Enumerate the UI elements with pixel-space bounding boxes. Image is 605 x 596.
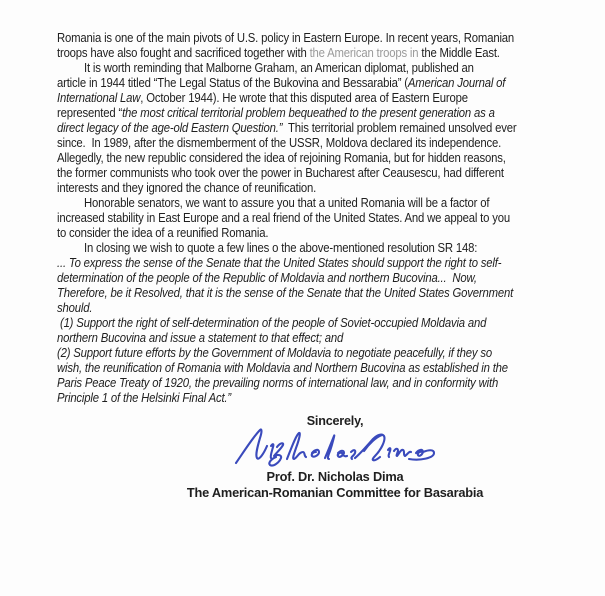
letter-line (57, 121, 516, 136)
letter-line (57, 316, 516, 331)
letter-text-run: the former communists who took over the power in Bucharest after Ceausescu, had different (57, 166, 504, 180)
letter-line (57, 241, 516, 256)
letter-text-run: article in 1944 titled “The Legal Status of the Bukovina and Bessarabia” ( (57, 76, 408, 90)
letter-line (57, 376, 516, 391)
letter-text-run: Allegedly, the new republic considered the idea of rejoining Romania, but for hidden reasons, (57, 151, 506, 165)
letter-line (57, 151, 516, 166)
letter-text-run: represented “ (57, 106, 123, 120)
letter-text-run: since. In 1989, after the dismemberment of the USSR, Moldova declared its independence. (57, 136, 502, 150)
letter-text-run: should. (57, 301, 93, 315)
letter-line (57, 361, 516, 376)
letter-text-run: to consider the idea of a reunified Romania. (57, 226, 269, 240)
letter-line (57, 391, 516, 406)
letter-body (57, 31, 516, 406)
letter-line (57, 346, 516, 361)
letter-line (57, 211, 516, 226)
letter-text-run: interests and they ignored the chance of reunification. (57, 181, 317, 195)
letter-text-run: determination of the people of the Republic of Moldavia and northern Bucovina... Now, (57, 271, 477, 285)
letter-text-run: American Journal of (407, 76, 506, 90)
letter-text-run: This territorial problem remained unsolved ever (282, 121, 517, 135)
letter-text-run: the Middle East. (418, 46, 500, 60)
letter-text-run: In closing we wish to quote a few lines o the above-mentioned resolution SR 148: (84, 241, 478, 255)
letter-text-run: the American troops in (309, 46, 419, 60)
letter-text-run: northern Bucovina and issue a statement to that effect; and (57, 331, 344, 345)
letter-line (57, 31, 516, 46)
letter-text-run: the most critical territorial problem bequeathed to the present generation as a (122, 106, 495, 120)
signer-name: Prof. Dr. Nicholas Dima (266, 469, 404, 484)
letter-line (57, 76, 516, 91)
letter-line (57, 136, 516, 151)
letter-line (57, 166, 516, 181)
letter-line (57, 196, 516, 211)
letter-text-run: Paris Peace Treaty of 1920, the prevailing norms of international law, and in conformity with (57, 376, 499, 390)
letter-line (57, 91, 516, 106)
letter-line (57, 61, 516, 76)
letter-line (57, 106, 516, 121)
letter-text-run: Principle 1 of the Helsinki Final Act.” (57, 391, 231, 405)
letter-text-run: increased stability in East Europe and a real friend of the United States. And we appeal to you (57, 211, 510, 225)
letter-text-run: (2) Support future efforts by the Government of Moldavia to negotiate peacefully, if they so (57, 346, 492, 360)
signer-title: The American-Romanian Committee for Basarabia (186, 485, 484, 500)
letter-line (57, 226, 516, 241)
letter-line (57, 271, 516, 286)
letter-text-run: , October 1944). He wrote that this disputed area of Eastern Europe (140, 91, 468, 105)
letter-text-run: wish, the reunification of Romania with Moldavia and Northern Bucovina as established in the (57, 361, 508, 375)
letter-text-run: Therefore, be it Resolved, that it is the sense of the Senate that the United States Government (57, 286, 514, 300)
signature-ink-icon (233, 425, 437, 469)
letter-line (57, 301, 516, 316)
letter-text-run: It is worth reminding that Malborne Graham, an American diplomat, published an (84, 61, 474, 75)
letter-text-run: troops have also fought and sacrificed together with (57, 46, 310, 60)
letter-text-run: ... To express the sense of the Senate that the United States should support the right to self- (57, 256, 502, 270)
letter-line (57, 181, 516, 196)
letter-text-run: (1) Support the right of self-determination of the people of Soviet-occupied Moldavia and (57, 316, 487, 330)
signature-handwriting (110, 425, 560, 469)
letter-text-run: direct legacy of the age-old Eastern Question.” (57, 121, 283, 135)
closing-salutation: Sincerely, (306, 414, 364, 428)
letter-line (57, 256, 516, 271)
letter-closing-block (110, 414, 560, 501)
letter-text-run: Honorable senators, we want to assure you that a united Romania will be a factor of (84, 196, 490, 210)
letter-line (57, 286, 516, 301)
letter-line (57, 331, 516, 346)
letter-text-run: Romania is one of the main pivots of U.S. policy in Eastern Europe. In recent years, Romanian (57, 31, 515, 45)
letter-line (57, 46, 516, 61)
letter-text-run: International Law (57, 91, 141, 105)
